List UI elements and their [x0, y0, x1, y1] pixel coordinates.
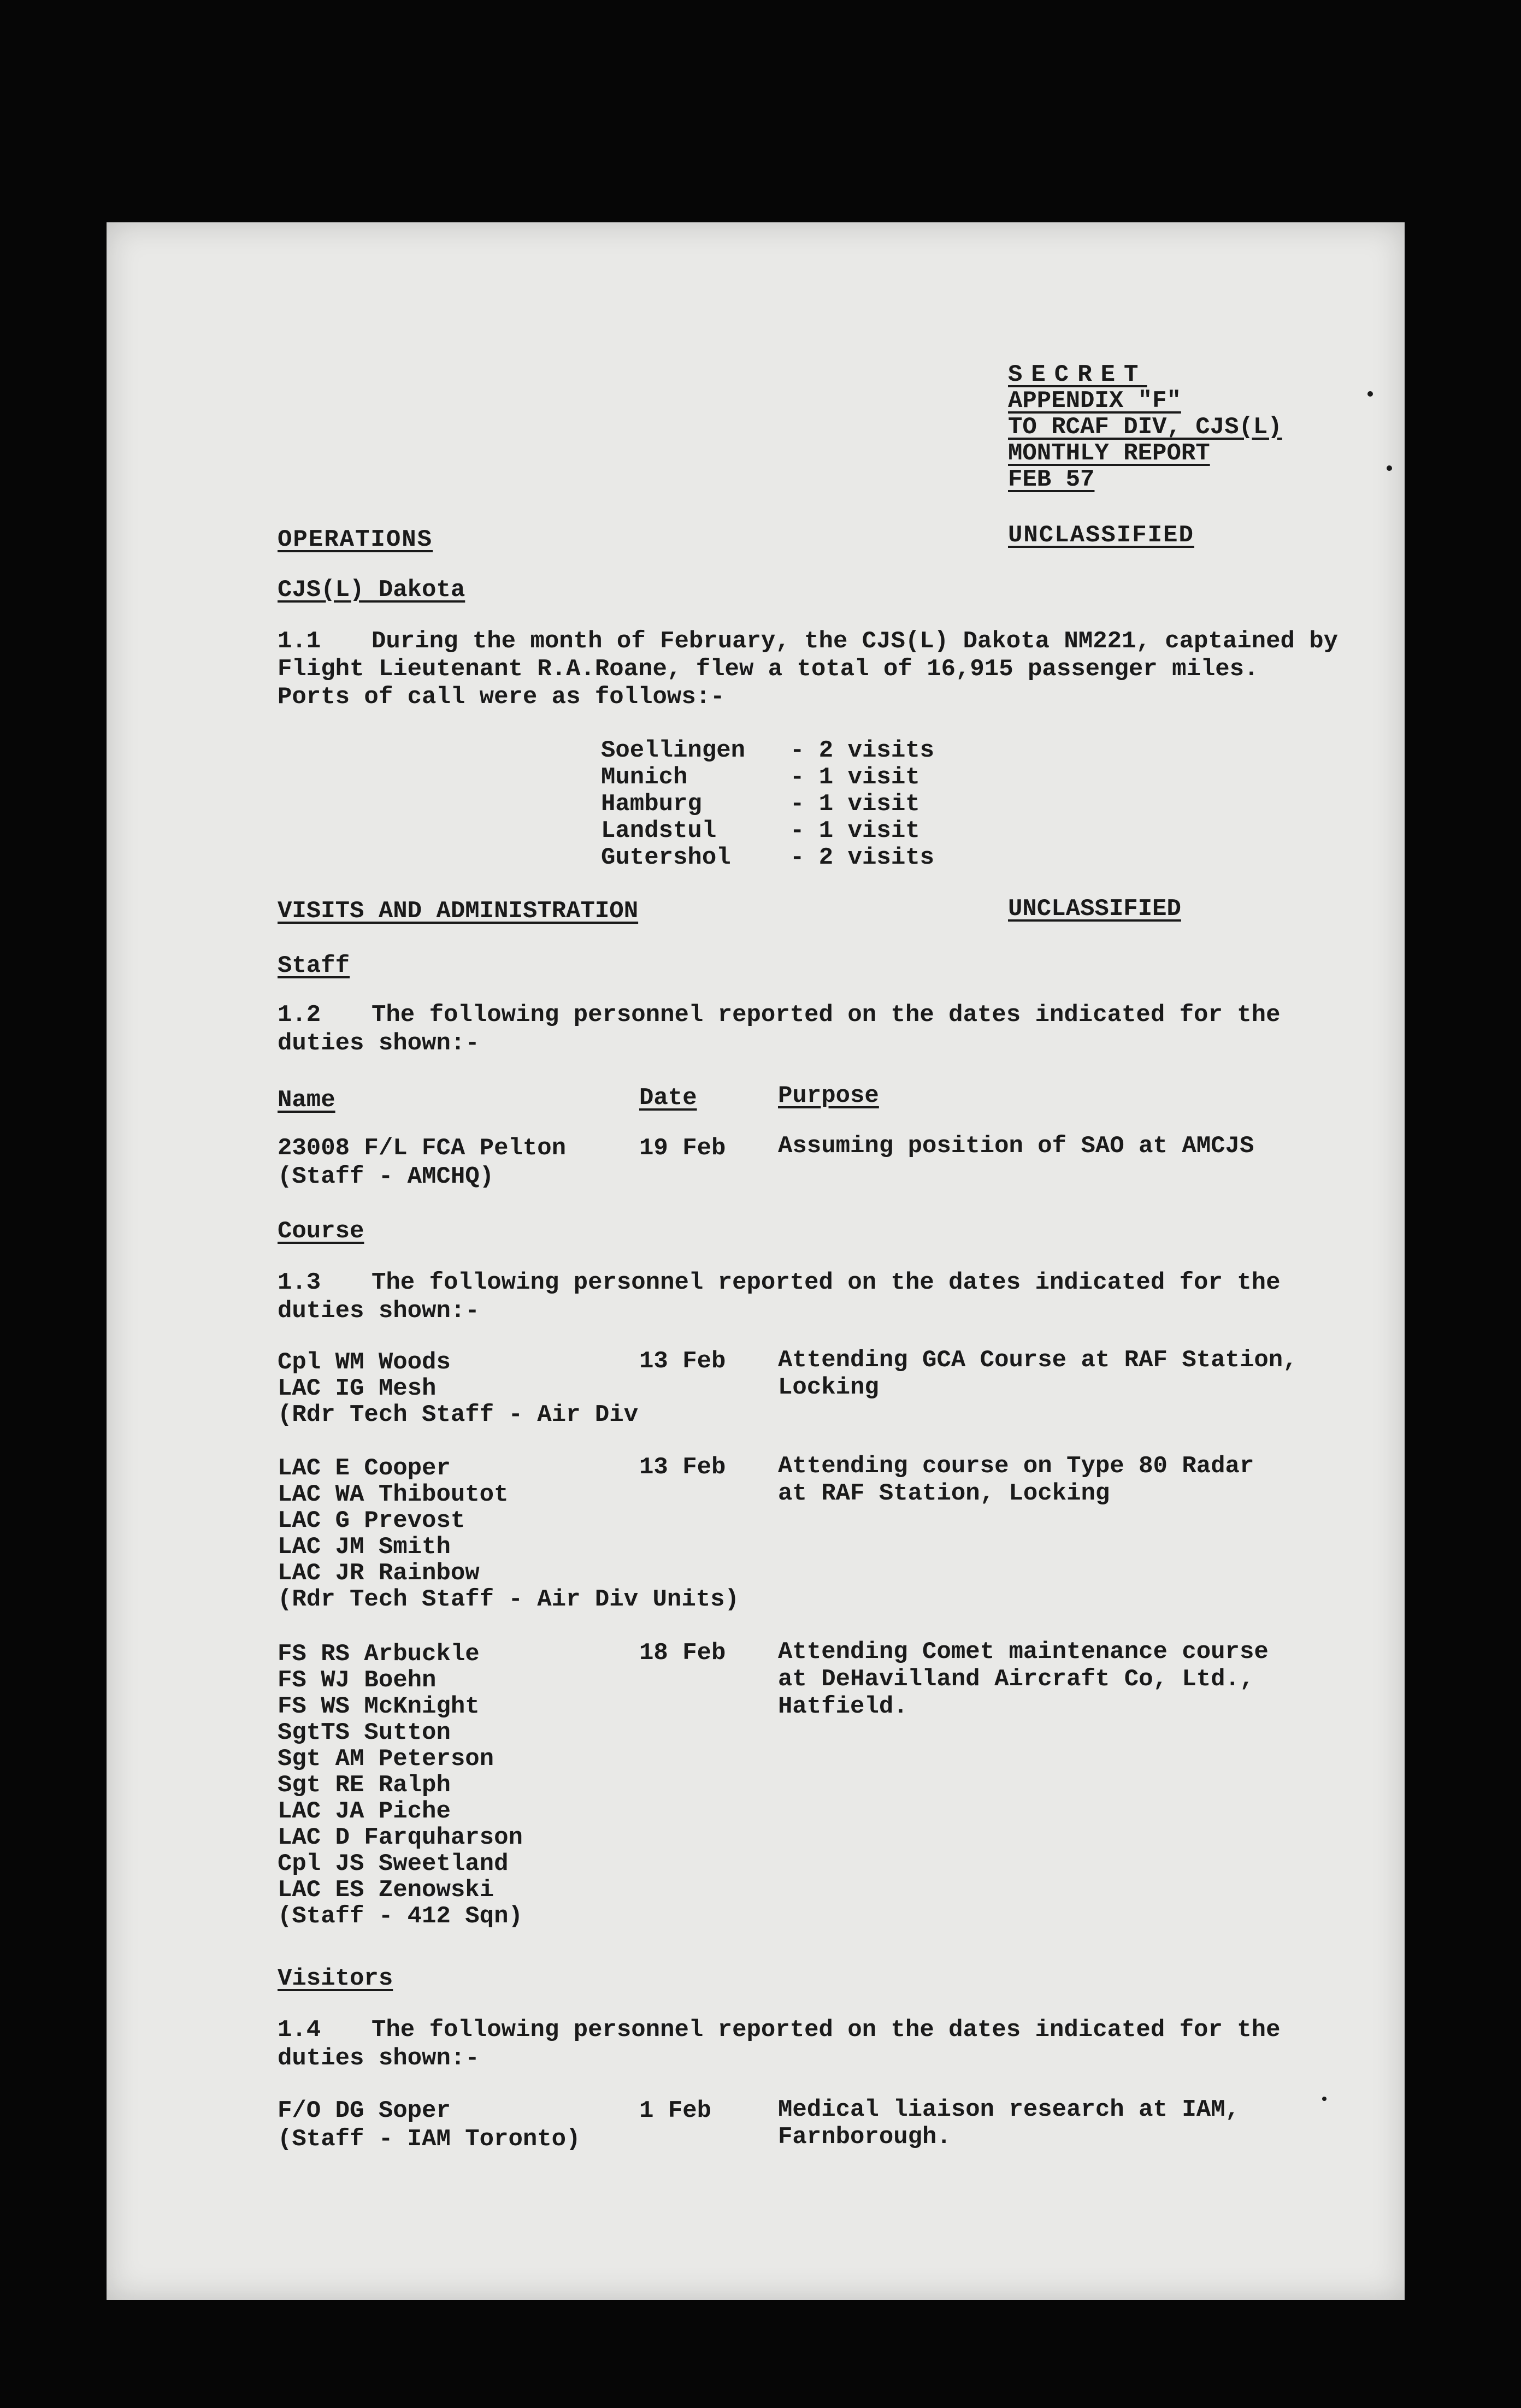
para-text: The following personnel reported on the dates indicated for the — [372, 1001, 1281, 1029]
personnel-name: Sgt RE Ralph — [278, 1772, 451, 1799]
personnel-name: LAC G Prevost — [278, 1507, 465, 1534]
para-text: During the month of February, the CJS(L) Dakota NM221, captained by — [372, 628, 1339, 655]
port-name: Hamburg — [601, 790, 702, 818]
visits-classification: UNCLASSIFIED — [1008, 895, 1181, 923]
para-text: duties shown:- — [278, 1297, 480, 1325]
port-visits: - 1 visit — [790, 790, 920, 818]
report-date: 18 Feb — [639, 1639, 726, 1667]
port-name: Landstul — [601, 817, 717, 845]
port-name: Soellingen — [601, 737, 746, 764]
personnel-name: LAC JA Piche — [278, 1798, 451, 1825]
purpose-text: Attending GCA Course at RAF Station, — [778, 1347, 1298, 1374]
operations-heading: OPERATIONS — [278, 526, 433, 553]
personnel-name: FS WJ Boehn — [278, 1667, 437, 1694]
purpose-text: Farnborough. — [778, 2123, 951, 2151]
purpose-text: Assuming position of SAO at AMCJS — [778, 1132, 1254, 1160]
personnel-unit: (Staff - AMCHQ) — [278, 1163, 494, 1190]
para-text: duties shown:- — [278, 1030, 480, 1057]
para-text: Ports of call were as follows:- — [278, 683, 725, 711]
personnel-name: Cpl WM Woods — [278, 1349, 451, 1376]
personnel-unit: (Staff - 412 Sqn) — [278, 1903, 523, 1930]
personnel-name: LAC JM Smith — [278, 1533, 451, 1561]
visits-heading: VISITS AND ADMINISTRATION — [278, 898, 639, 925]
report-type-label: MONTHLY REPORT — [1008, 440, 1210, 467]
port-visits: - 1 visit — [790, 817, 920, 845]
staff-subheading: Staff — [278, 952, 350, 979]
operations-classification: UNCLASSIFIED — [1008, 522, 1194, 549]
course-subheading: Course — [278, 1218, 364, 1245]
personnel-name: LAC JR Rainbow — [278, 1560, 480, 1587]
scan-speck — [1322, 2097, 1327, 2101]
purpose-text: Locking — [778, 1374, 879, 1401]
personnel-name: LAC E Cooper — [278, 1455, 451, 1482]
personnel-unit: (Rdr Tech Staff - Air Div Units) — [278, 1586, 739, 1613]
purpose-text: Attending course on Type 80 Radar — [778, 1453, 1254, 1480]
report-date-label: FEB 57 — [1008, 466, 1095, 493]
report-date: 13 Feb — [639, 1454, 726, 1481]
purpose-text: at RAF Station, Locking — [778, 1480, 1110, 1507]
scan-speck — [1387, 465, 1392, 471]
personnel-name: LAC ES Zenowski — [278, 1876, 494, 1904]
port-visits: - 2 visits — [790, 844, 935, 871]
report-date: 1 Feb — [639, 2097, 712, 2124]
port-name: Munich — [601, 764, 688, 791]
distribution-label: TO RCAF DIV, CJS(L) — [1008, 414, 1282, 441]
personnel-unit: (Staff - IAM Toronto) — [278, 2126, 581, 2153]
visitors-subheading: Visitors — [278, 1965, 393, 1992]
para-number: 1.4 — [278, 2016, 321, 2044]
personnel-name: 23008 F/L FCA Pelton — [278, 1135, 567, 1162]
para-text: duties shown:- — [278, 2045, 480, 2072]
column-header-purpose: Purpose — [778, 1082, 879, 1109]
purpose-text: Medical liaison research at IAM, — [778, 2096, 1240, 2123]
para-number: 1.3 — [278, 1269, 321, 1296]
personnel-name: Cpl JS Sweetland — [278, 1850, 509, 1878]
report-date: 19 Feb — [639, 1135, 726, 1162]
personnel-unit: (Rdr Tech Staff - Air Div — [278, 1401, 639, 1429]
personnel-name: Sgt AM Peterson — [278, 1745, 494, 1773]
personnel-name: LAC WA Thiboutot — [278, 1481, 509, 1508]
purpose-text: at DeHavilland Aircraft Co, Ltd., — [778, 1666, 1254, 1693]
para-number: 1.2 — [278, 1001, 321, 1029]
personnel-name: SgtTS Sutton — [278, 1719, 451, 1746]
column-header-name: Name — [278, 1087, 335, 1114]
para-text: Flight Lieutenant R.A.Roane, flew a total of 16,915 passenger miles. — [278, 656, 1259, 683]
personnel-name: F/O DG Soper — [278, 2097, 451, 2124]
para-text: The following personnel reported on the dates indicated for the — [372, 2016, 1281, 2044]
scan-speck — [1367, 391, 1373, 397]
purpose-text: Hatfield. — [778, 1693, 908, 1720]
port-name: Gutershol — [601, 844, 731, 871]
para-number: 1.1 — [278, 628, 321, 655]
personnel-name: FS RS Arbuckle — [278, 1640, 480, 1668]
purpose-text: Attending Comet maintenance course — [778, 1638, 1269, 1666]
personnel-name: FS WS McKnight — [278, 1693, 480, 1720]
column-header-date: Date — [639, 1084, 697, 1112]
report-date: 13 Feb — [639, 1348, 726, 1375]
personnel-name: LAC IG Mesh — [278, 1375, 437, 1402]
para-text: The following personnel reported on the dates indicated for the — [372, 1269, 1281, 1296]
port-visits: - 2 visits — [790, 737, 935, 764]
dakota-subheading: CJS(L) Dakota — [278, 576, 465, 604]
security-marking: SECRET — [1008, 361, 1147, 388]
appendix-label: APPENDIX "F" — [1008, 387, 1181, 415]
port-visits: - 1 visit — [790, 764, 920, 791]
personnel-name: LAC D Farquharson — [278, 1824, 523, 1851]
